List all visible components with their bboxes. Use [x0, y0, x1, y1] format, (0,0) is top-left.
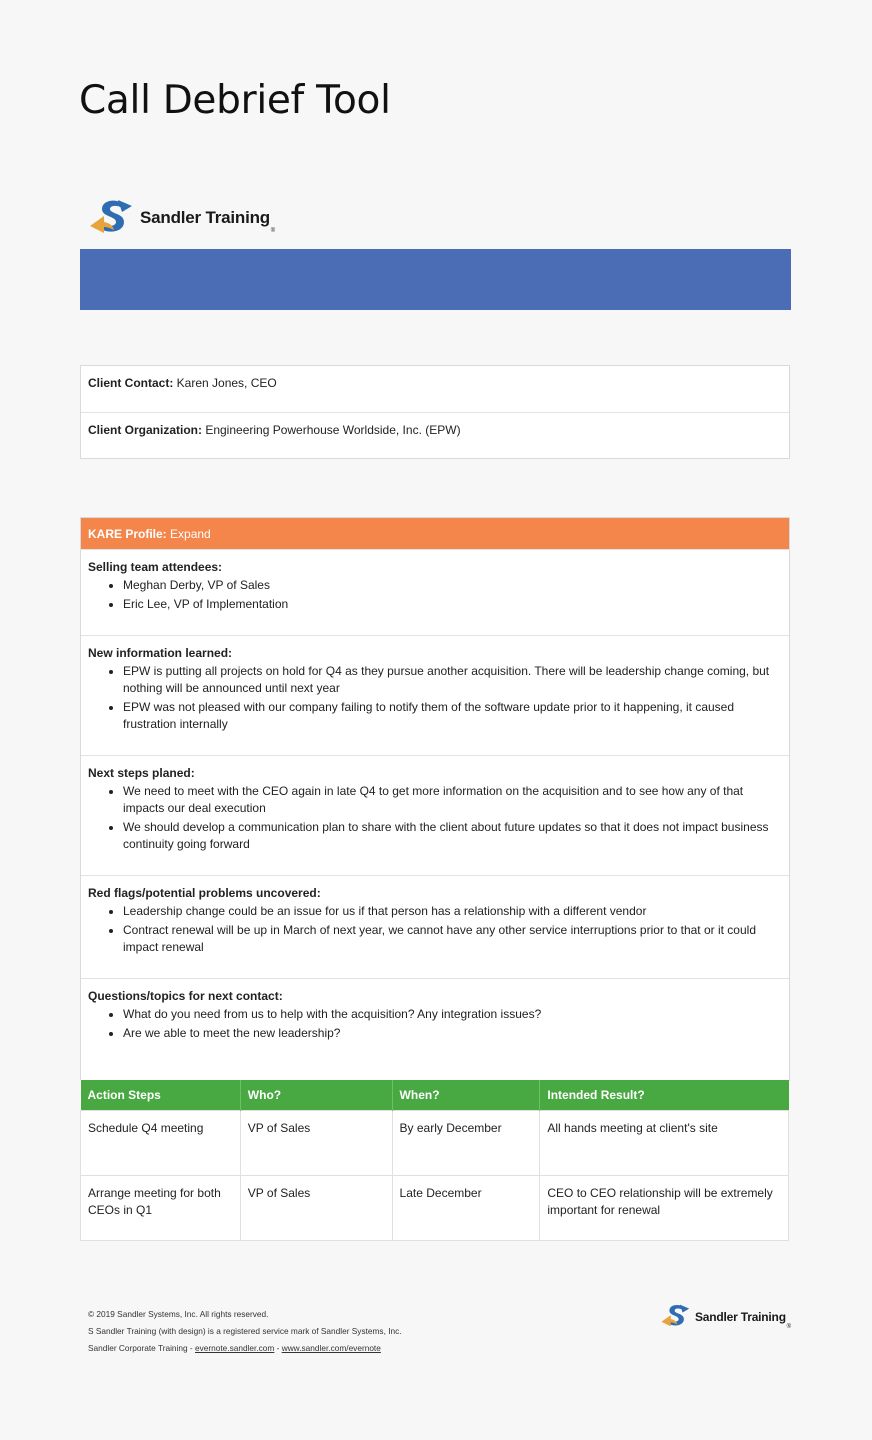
table-cell: By early December [392, 1111, 540, 1176]
table-cell: Arrange meeting for both CEOs in Q1 [81, 1176, 241, 1241]
sandler-s-logo-icon [88, 196, 136, 240]
column-header: Who? [240, 1080, 392, 1111]
table-row [81, 1176, 789, 1241]
list-item: • We should develop a communication plan to share with the client about future updates so that it does not impact business continuity going forward [123, 819, 782, 853]
red-flags-section: Red flags/potential problems uncovered: • Leadership change could be an issue for us if that person has a relationship with a different vendor • Contract renewal will be up in March of next year, we cannot have any other service interruptions prior to that or it could impact renewal [81, 875, 789, 978]
trademark-text: S Sandler Training (with design) is a registered service mark of Sandler Systems, Inc. [88, 1326, 402, 1336]
footer-links: Sandler Corporate Training - evernote.sandler.com - www.sandler.com/evernote [88, 1343, 381, 1353]
questions-section: Questions/topics for next contact: • What do you need from us to help with the acquisition? Any integration issues? • Are we able to meet the new leadership? [81, 978, 789, 1080]
copyright-text: © 2019 Sandler Systems, Inc. All rights reserved. [88, 1309, 269, 1319]
table-cell: Late December [392, 1176, 540, 1241]
footer [88, 1306, 402, 1357]
list-item: • Are we able to meet the new leadership? [123, 1025, 782, 1042]
column-header: Action Steps [81, 1080, 241, 1111]
kare-profile-header: KARE Profile: Expand [81, 518, 789, 549]
kare-profile-box [80, 517, 790, 1081]
table-cell: CEO to CEO relationship will be extremely important for renewal [540, 1176, 789, 1241]
action-steps-table [80, 1080, 789, 1241]
client-contact-row [81, 366, 789, 412]
selling-team-section: Selling team attendees: • Meghan Derby, VP of Sales • Eric Lee, VP of Implementation [81, 549, 789, 635]
list-item: • Leadership change could be an issue for us if that person has a relationship with a different vendor [123, 903, 782, 920]
client-organization-label: Client Organization: [88, 423, 202, 437]
list-item: • What do you need from us to help with the acquisition? Any integration issues? [123, 1006, 782, 1023]
evernote-link[interactable]: evernote.sandler.com [195, 1343, 275, 1353]
table-cell: VP of Sales [240, 1111, 392, 1176]
table-cell: VP of Sales [240, 1176, 392, 1241]
client-info-box [80, 365, 790, 459]
list-item: • EPW is putting all projects on hold for Q4 as they pursue another acquisition. There will be leadership change coming, but nothing will be announced until next year [123, 663, 782, 697]
table-cell: Schedule Q4 meeting [81, 1111, 241, 1176]
list-item: • Meghan Derby, VP of Sales [123, 577, 782, 594]
header-banner [80, 249, 791, 310]
new-information-section: New information learned: • EPW is putting all projects on hold for Q4 as they pursue another acquisition. There will be leadership change coming, but nothing will be announced until next year • EPW was not pleased with our company failing to notify them of the software update prior to it happening, it caused frustration internally [81, 635, 789, 755]
brand-name: Sandler Training ® [695, 1309, 791, 1330]
list-item: • We need to meet with the CEO again in late Q4 to get more information on the acquisition and to see how any of that impacts our deal execution [123, 783, 782, 817]
footer-sandler-logo [660, 1302, 791, 1331]
client-organization-value: Engineering Powerhouse Worldside, Inc. (EPW) [202, 423, 461, 437]
table-header-row [81, 1080, 789, 1111]
column-header: Intended Result? [540, 1080, 789, 1111]
page-title: Call Debrief Tool [79, 78, 391, 123]
table-cell: All hands meeting at client's site [540, 1111, 789, 1176]
list-item: • EPW was not pleased with our company failing to notify them of the software update prior to it happening, it caused frustration internally [123, 699, 782, 733]
client-contact-value: Karen Jones, CEO [173, 376, 277, 390]
brand-name: Sandler Training ® [140, 208, 275, 234]
sandler-evernote-link[interactable]: www.sandler.com/evernote [281, 1343, 381, 1353]
client-organization-row [81, 412, 789, 458]
column-header: When? [392, 1080, 540, 1111]
sandler-s-logo-icon [660, 1302, 692, 1331]
list-item: • Eric Lee, VP of Implementation [123, 596, 782, 613]
list-item: • Contract renewal will be up in March of next year, we cannot have any other service interruptions prior to that or it could impact renewal [123, 922, 782, 956]
next-steps-section: Next steps planed: • We need to meet with the CEO again in late Q4 to get more information on the acquisition and to see how any of that impacts our deal execution • We should develop a communication plan to share with the client about future updates so that it does not impact business continuity going forward [81, 755, 789, 875]
sandler-training-logo [88, 196, 275, 240]
table-row [81, 1111, 789, 1176]
client-contact-label: Client Contact: [88, 376, 174, 390]
